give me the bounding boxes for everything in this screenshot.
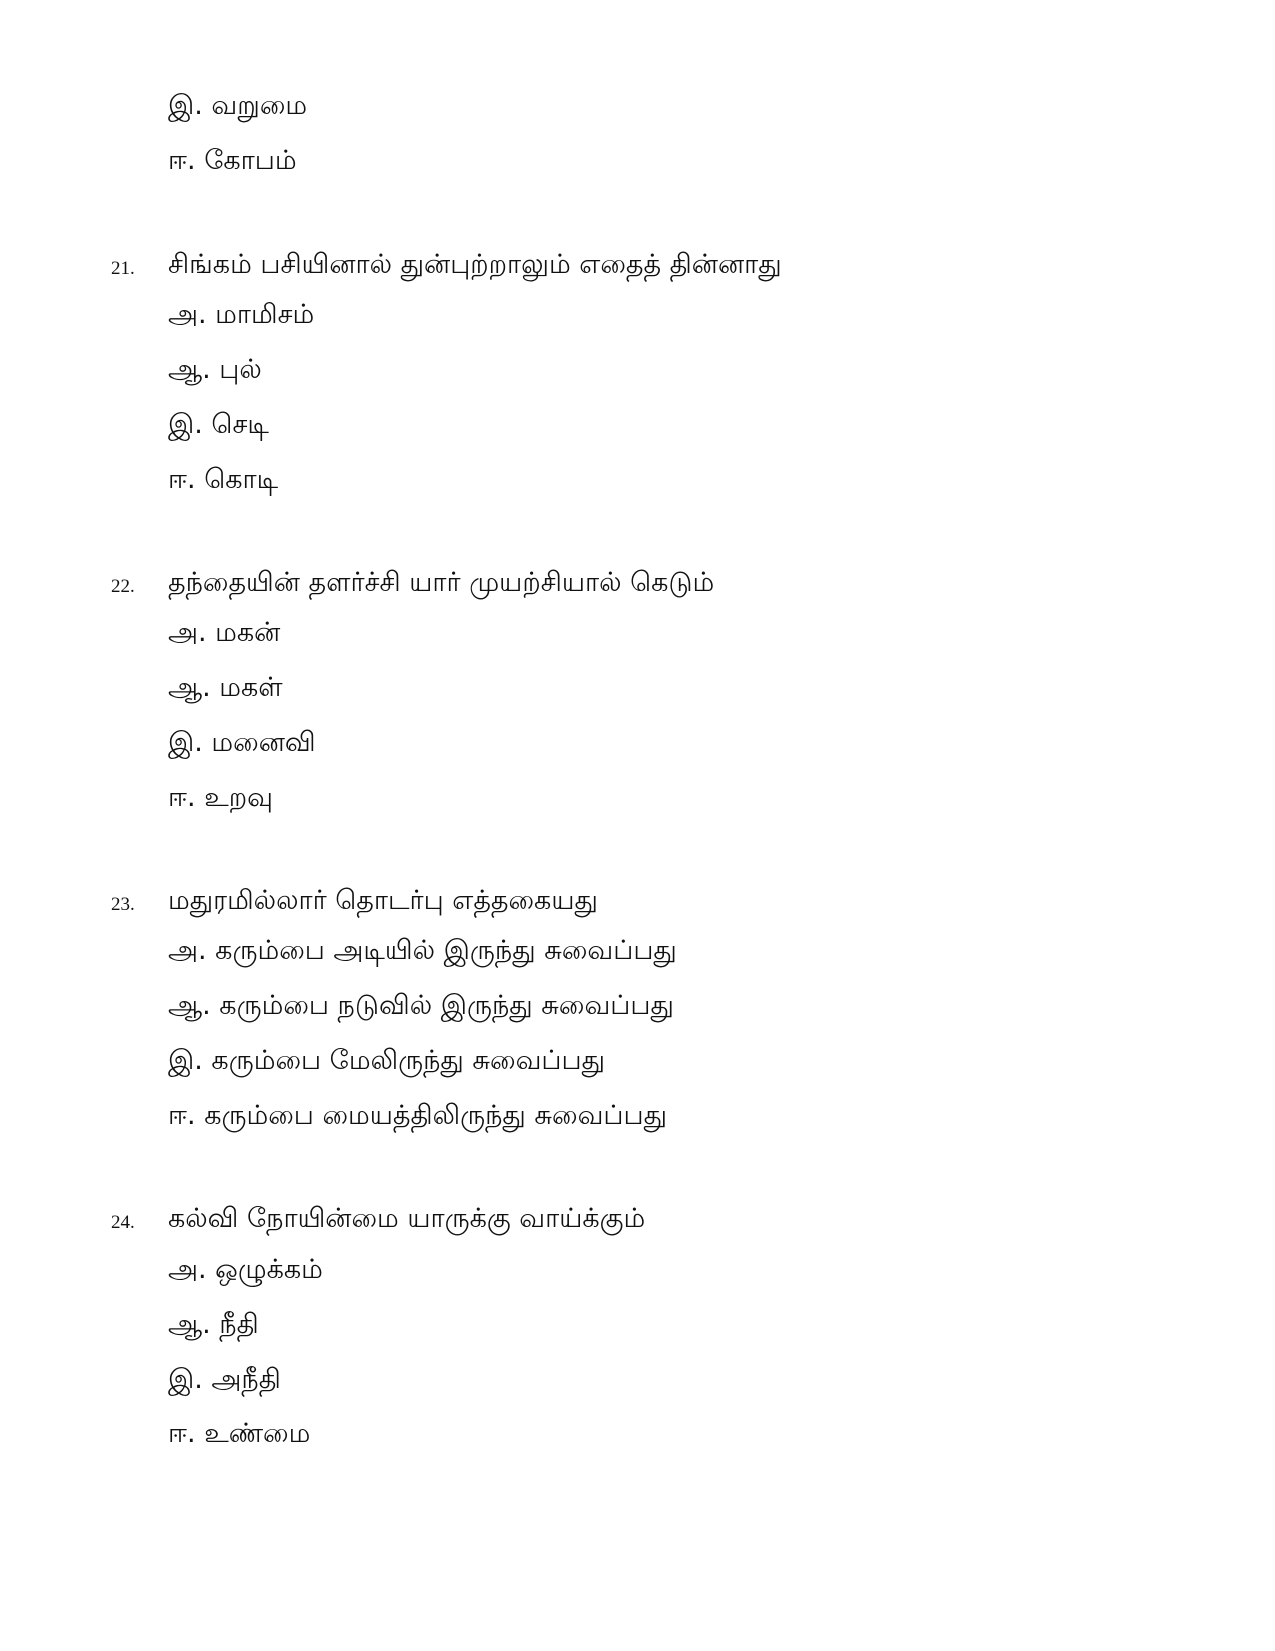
option-22-c: இ. மனைவி (168, 727, 316, 758)
question-number: 24. (111, 1212, 135, 1233)
option-22-d: ஈ. உறவு (168, 782, 273, 813)
option-24-b: ஆ. நீதி (168, 1309, 259, 1340)
question-number: 22. (111, 576, 135, 597)
question-24 (0, 1201, 1275, 1241)
question-21 (0, 247, 1275, 287)
question-text: சிங்கம் பசியினால் துன்புற்றாலும் எதைத் தின்னாது (168, 249, 782, 280)
option-23-a: அ. கரும்பை அடியில் இருந்து சுவைப்பது (168, 935, 677, 966)
question-number: 23. (111, 894, 135, 915)
option-carryover-ii: ஈ. கோபம் (168, 145, 297, 176)
option-22-b: ஆ. மகள் (168, 672, 283, 703)
option-21-b: ஆ. புல் (168, 354, 262, 385)
option-carryover-i: இ. வறுமை (168, 90, 308, 121)
option-22-a: அ. மகன் (168, 617, 281, 648)
option-21-a: அ. மாமிசம் (168, 299, 315, 330)
option-24-c: இ. அநீதி (168, 1364, 281, 1395)
option-24-d: ஈ. உண்மை (168, 1418, 311, 1449)
option-21-c: இ. செடி (168, 409, 269, 440)
question-number: 21. (111, 258, 135, 279)
question-23 (0, 883, 1275, 923)
option-23-c: இ. கரும்பை மேலிருந்து சுவைப்பது (168, 1045, 606, 1076)
option-24-a: அ. ஒழுக்கம் (168, 1254, 323, 1285)
option-21-d: ஈ. கொடி (168, 464, 279, 495)
question-text: கல்வி நோயின்மை யாருக்கு வாய்க்கும் (168, 1203, 646, 1234)
question-text: தந்தையின் தளர்ச்சி யார் முயற்சியால் கெடும் (168, 567, 715, 598)
question-22 (0, 565, 1275, 605)
option-23-d: ஈ. கரும்பை மையத்திலிருந்து சுவைப்பது (168, 1100, 668, 1131)
question-text: மதுரமில்லார் தொடர்பு எத்தகையது (168, 885, 598, 916)
option-23-b: ஆ. கரும்பை நடுவில் இருந்து சுவைப்பது (168, 990, 674, 1021)
